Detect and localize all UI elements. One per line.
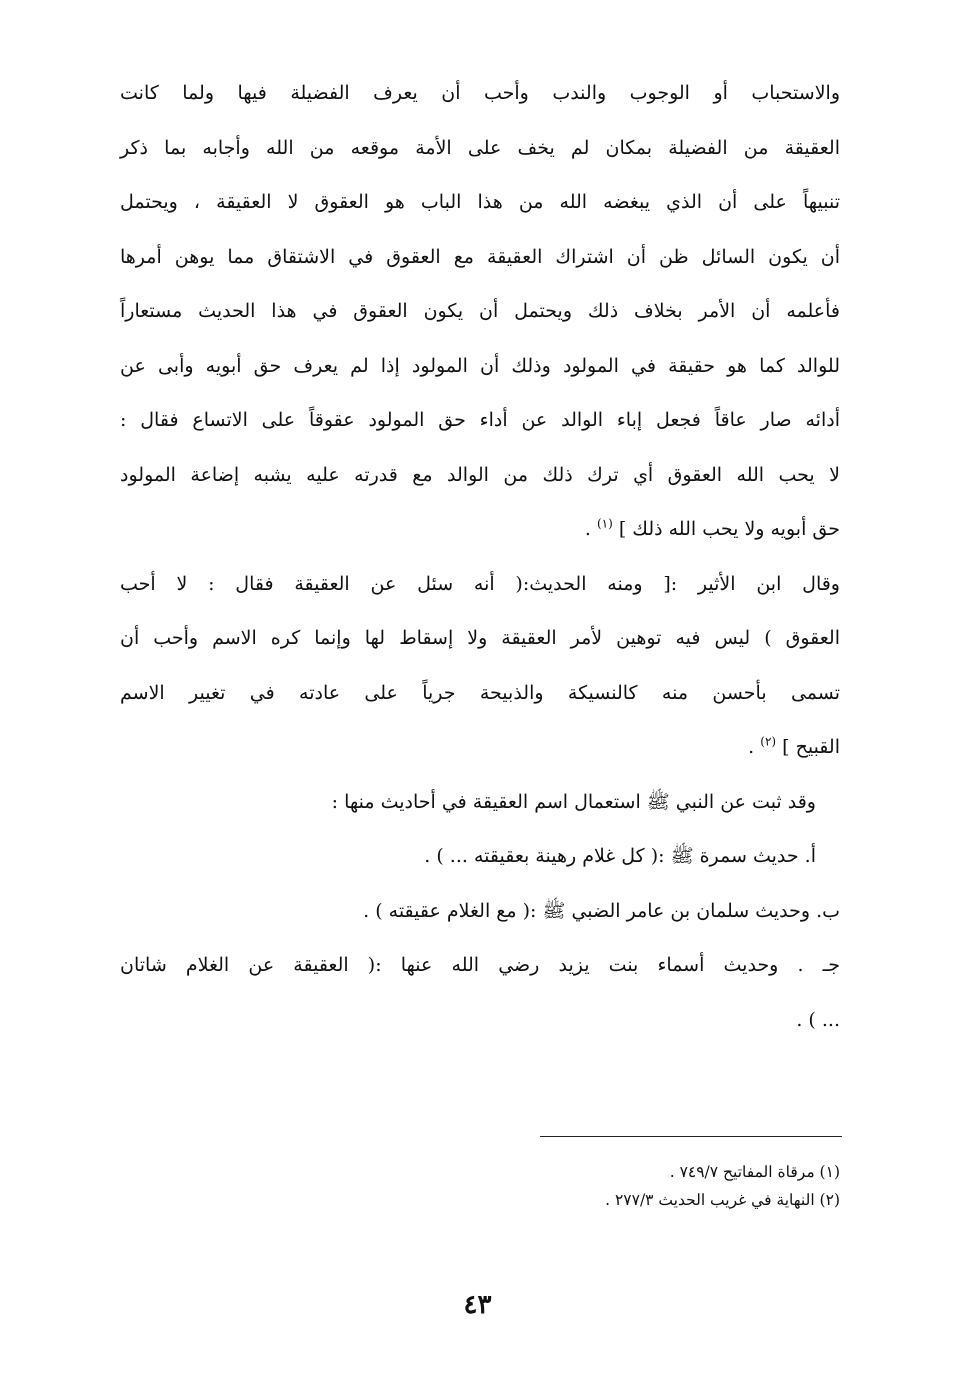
body-line-with-footnote (120, 502, 840, 557)
body-text (120, 66, 840, 1047)
body-line: العقيقة من الفضيلة بمكان لم يخف على الأمة موقعه من الله وأجابه بما ذكر (120, 136, 840, 159)
body-line: ... ) . (796, 1008, 840, 1031)
footnote-divider (540, 1136, 842, 1137)
body-line-text: القبيح ] (782, 736, 840, 758)
page-number: ٤٣ (463, 1290, 492, 1320)
line-tail: . (748, 736, 755, 758)
list-item-c: جـ . وحديث أسماء بنت يزيد رضي الله عنها :( العقيقة عن الغلام شاتان (120, 954, 840, 976)
body-line: أدائه صار عاقاً فجعل إباء الوالد عن أداء حق المولود عقوقاً على الاتساع فقال : (120, 409, 840, 431)
list-item-a: أ. حديث سمرة ﷺ :( كل غلام رهينة بعقيقته ... ) . (424, 845, 816, 867)
footnote-ref-1: (١) (596, 516, 613, 531)
list-item-b: ب. وحديث سلمان بن عامر الضبي ﷺ :( مع الغلام عقيقته ) . (363, 899, 840, 922)
body-line-text: حق أبويه ولا يحب الله ذلك ] (618, 518, 840, 540)
body-line: العقوق ) ليس فيه توهين لأمر العقيقة ولا إسقاط لها وإنما كره الاسم وأحب أن (120, 627, 840, 649)
body-line: وقال ابن الأثير :[ ومنه الحديث:( أنه سئل عن العقيقة فقال : لا أحب (120, 572, 840, 595)
body-line-with-footnote (120, 720, 840, 775)
body-line: للوالد كما هو حقيقة في المولود وذلك أن المولود إذا لم يعرف حق أبويه وأبى عن (120, 354, 840, 377)
footnote-1: (١) مرقاة المفاتيح ٧٤٩/٧ . (669, 1163, 840, 1181)
body-line: تنبيهاً على أن الذي يبغضه الله من هذا الباب هو العقوق لا العقيقة ، ويحتمل (120, 191, 840, 213)
line-tail: . (584, 518, 591, 540)
footnote-2: (٢) النهاية في غريب الحديث ٢٧٧/٣ . (605, 1191, 840, 1209)
footnotes (300, 1158, 840, 1214)
body-line: والاستحباب أو الوجوب والندب وأحب أن يعرف الفضيلة فيها ولما كانت (120, 82, 840, 104)
body-line: أن يكون السائل ظن أن اشتراك العقيقة مع العقوق في الاشتقاق مما يوهن أمرها (120, 245, 840, 268)
footnote-ref-2: (٢) (760, 734, 777, 749)
body-line: تسمى بأحسن منه كالنسيكة والذبيحة جرياً على عادته في تغيير الاسم (120, 681, 840, 704)
body-line: فأعلمه أن الأمر بخلاف ذلك ويحتمل أن يكون العقوق في هذا الحديث مستعاراً (120, 300, 840, 322)
body-line: وقد ثبت عن النبي ﷺ استعمال اسم العقيقة في أحاديث منها : (331, 790, 816, 813)
body-line: لا يحب الله العقوق أي ترك ذلك من الوالد مع قدرته عليه يشبه إضاعة المولود (120, 463, 840, 486)
